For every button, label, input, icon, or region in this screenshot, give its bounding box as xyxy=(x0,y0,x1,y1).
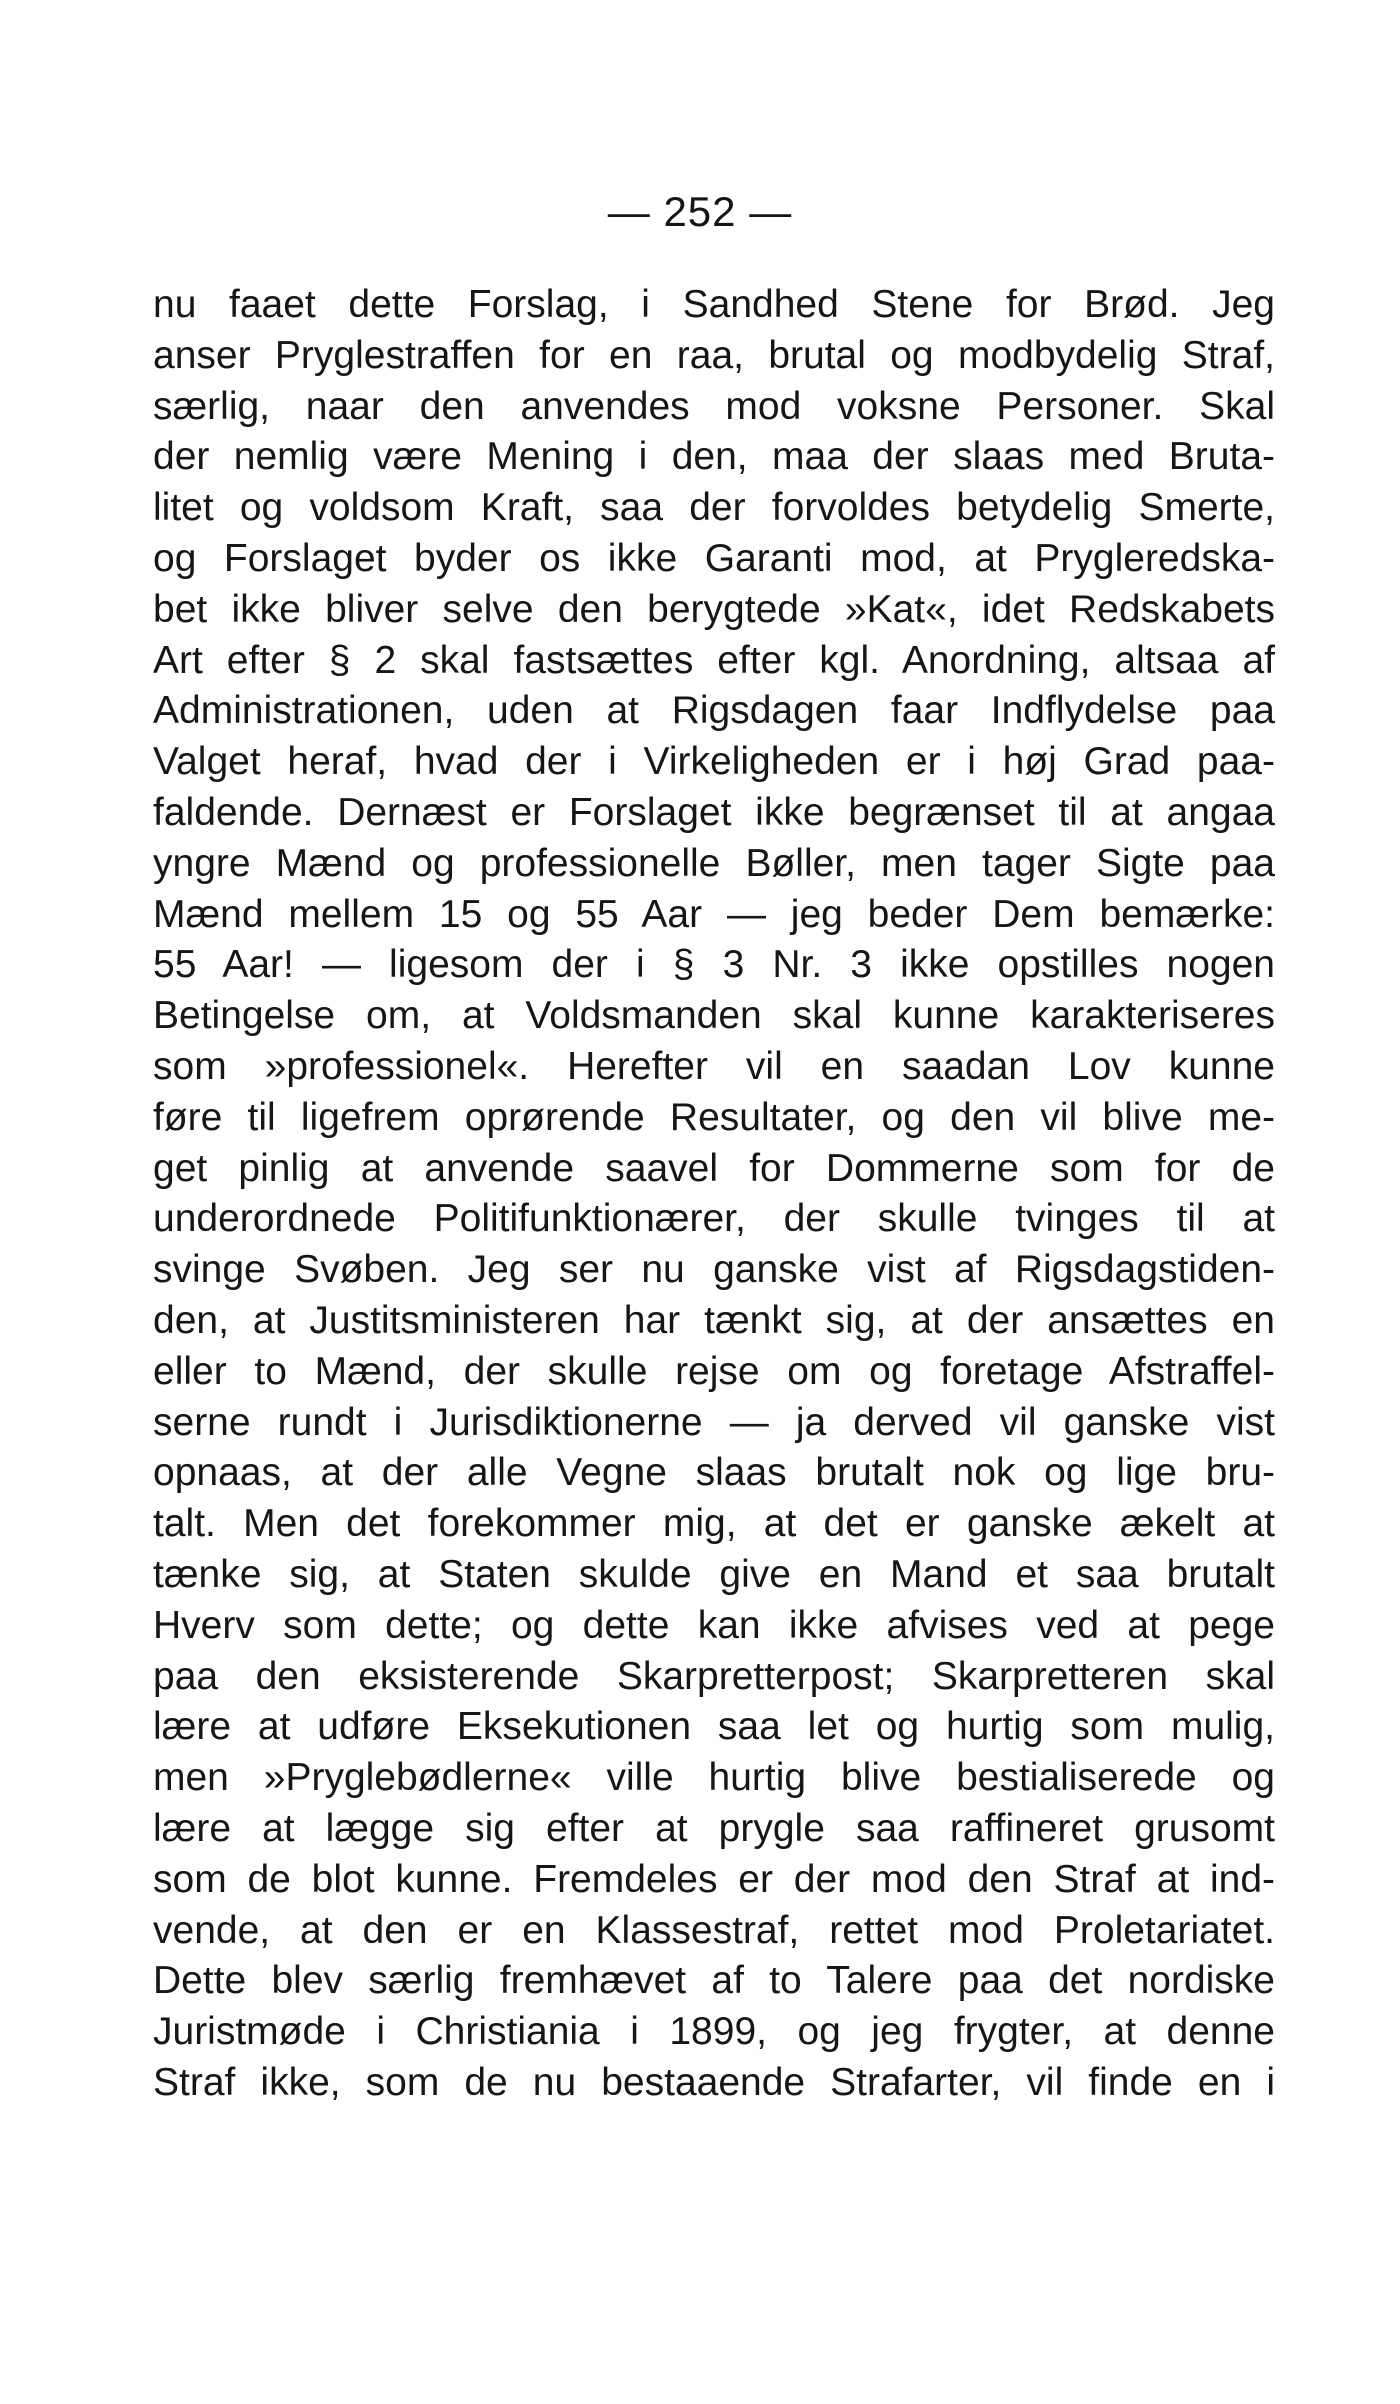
text-line: nu faaet dette Forslag, i Sandhed Stene for Brød. Jeg xyxy=(153,283,1275,326)
text-line: Valget heraf, hvad der i Virkeligheden er i høj Grad paa- xyxy=(153,740,1275,784)
text-line: faldende. Dernæst er Forslaget ikke begrænset til at angaa xyxy=(153,790,1275,834)
text-line: Art efter § 2 skal fastsættes efter kgl. Anordning, altsaa af xyxy=(153,638,1275,682)
text-line: Administrationen, uden at Rigsdagen faar Indflydelse paa xyxy=(153,689,1275,733)
text-line: og Forslaget byder os ikke Garanti mod, at Prygleredska- xyxy=(153,536,1275,580)
text-line: talt. Men det forekommer mig, at det er ganske ækelt at xyxy=(153,1502,1275,1546)
text-line: Hverv som dette; og dette kan ikke afvises ved at pege xyxy=(153,1603,1275,1647)
text-line: eller to Mænd, der skulle rejse om og foretage Afstraffel- xyxy=(153,1349,1275,1393)
text-line: Betingelse om, at Voldsmanden skal kunne karakteriseres xyxy=(153,994,1275,1038)
text-line: yngre Mænd og professionelle Bøller, men tager Sigte paa xyxy=(153,841,1275,885)
text-line: der nemlig være Mening i den, maa der slaas med Bruta- xyxy=(153,435,1275,479)
text-line: svinge Svøben. Jeg ser nu ganske vist af Rigsdagstiden- xyxy=(153,1248,1275,1292)
text-line: som »professionel«. Herefter vil en saadan Lov kunne xyxy=(153,1044,1275,1088)
text-line: vende, at den er en Klassestraf, rettet mod Proletariatet. xyxy=(153,1908,1275,1952)
text-line: underordnede Politifunktionærer, der skulle tvinges til at xyxy=(153,1197,1275,1241)
text-line: serne rundt i Jurisdiktionerne — ja derved vil ganske vist xyxy=(153,1400,1275,1444)
text-line: lære at udføre Eksekutionen saa let og hurtig som mulig, xyxy=(153,1705,1275,1749)
text-line: men »Pryglebødlerne« ville hurtig blive bestialiserede og xyxy=(153,1756,1275,1800)
body-text xyxy=(153,280,1275,2109)
text-line: get pinlig at anvende saavel for Dommerne som for de xyxy=(153,1146,1275,1190)
text-line: opnaas, at der alle Vegne slaas brutalt nok og lige bru- xyxy=(153,1451,1275,1495)
page-number: — 252 — xyxy=(607,188,793,235)
text-line: Straf ikke, som de nu bestaaende Strafarter, vil finde en i xyxy=(153,2060,1275,2104)
text-line: Dette blev særlig fremhævet af to Talere paa det nordiske xyxy=(153,1959,1275,2003)
text-line: Juristmøde i Christiania i 1899, og jeg frygter, at denne xyxy=(153,2010,1275,2054)
text-line: bet ikke bliver selve den berygtede »Kat«, idet Redskabets xyxy=(153,587,1275,631)
text-line: litet og voldsom Kraft, saa der forvoldes betydelig Smerte, xyxy=(153,486,1275,530)
text-line: lære at lægge sig efter at prygle saa raffineret grusomt xyxy=(153,1806,1275,1850)
text-line: som de blot kunne. Fremdeles er der mod den Straf at ind- xyxy=(153,1857,1275,1901)
text-line: føre til ligefrem oprørende Resultater, og den vil blive me- xyxy=(153,1095,1275,1139)
text-line: særlig, naar den anvendes mod voksne Personer. Skal xyxy=(153,384,1275,428)
text-line: 55 Aar! — ligesom der i § 3 Nr. 3 ikke opstilles nogen xyxy=(153,943,1275,987)
text-line: den, at Justitsministeren har tænkt sig, at der ansættes en xyxy=(153,1298,1275,1342)
text-line: Mænd mellem 15 og 55 Aar — jeg beder Dem bemærke: xyxy=(153,892,1275,936)
text-line: anser Pryglestraffen for en raa, brutal og modbydelig Straf, xyxy=(153,333,1275,377)
text-line: tænke sig, at Staten skulde give en Mand et saa brutalt xyxy=(153,1552,1275,1596)
text-line: paa den eksisterende Skarpretterpost; Skarpretteren skal xyxy=(153,1654,1275,1698)
